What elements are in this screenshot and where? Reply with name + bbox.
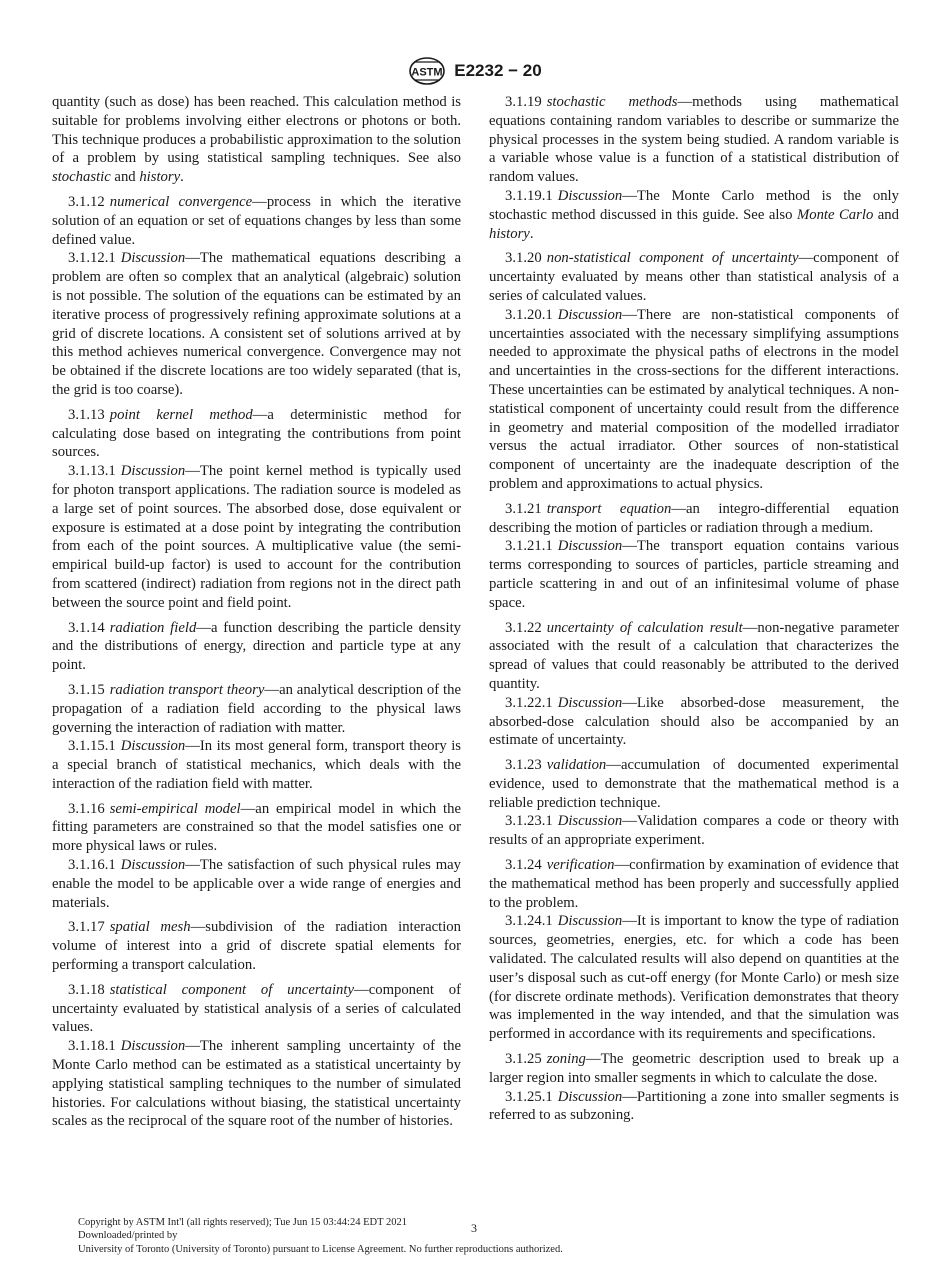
section-number: 3.1.21.1	[505, 538, 553, 555]
section-number: 3.1.14	[68, 619, 105, 636]
definition-text: —There are non-statistical components of uncertainties associated with the necessary simplifying assumptions needed to approximate the physical paths of electrons in the model and uncertainties in the cross-sections for the different interactions. These uncertainties can be estimated by analytical techniques. A non-statistical component of uncertainty could result from the difference in geometry and material composition of the modelled irradiator versus the actual irradiator. Other sources of non-statistical component of uncertainty are the inadequate description of the problem and approximations to actual physics.	[489, 306, 899, 492]
defined-term: Discussion	[557, 187, 623, 204]
section-number: 3.1.12.1	[68, 250, 116, 267]
definition-paragraph	[52, 856, 461, 912]
definition-text: quantity (such as dose) has been reached. This calculation method is suitable for problems involving either electrons or photons or both. This technique produces a probabilistic approximation to the solution of a problem by using statistical sampling techniques. See also	[52, 94, 461, 167]
definition-text: —The point kernel method is typically used for photon transport applications. The radiation source is modeled as a large set of point sources. The absorbed dose, dose equivalent or exposure is estimated at a dose point by integrating the contribution from each of the point sources. A multiplicative value (the semi-empirical build-up factor) is used to account for the contribution from scattered (indirect) radiation from regions not in the direct path between the source point and field point.	[52, 463, 461, 611]
definition-text: —Like absorbed-dose measurement, the absorbed-dose calculation should also be accompanied by an estimate of uncertainty.	[489, 694, 899, 749]
cross-reference-term: history	[139, 169, 181, 186]
defined-term: uncertainty of calculation result	[546, 619, 743, 636]
copyright-footer	[78, 1216, 563, 1256]
definition-text: —The geometric description used to break up a larger region into smaller segments in which to calculate the dose.	[489, 1051, 899, 1086]
definition-paragraph	[52, 619, 461, 675]
definition-text: —component of uncertainty evaluated by means other than statistical analysis of a series of calculated values.	[489, 250, 899, 304]
section-number: 3.1.21	[505, 500, 542, 517]
section-number: 3.1.18.1	[68, 1038, 116, 1055]
definition-text: —In its most general form, transport theory is a special branch of statistical mechanics, which deals with the interaction of the radiation field with matter.	[52, 738, 461, 792]
definition-paragraph	[52, 681, 461, 737]
defined-term: Discussion	[120, 857, 186, 874]
defined-term: Discussion	[557, 813, 623, 830]
definition-paragraph	[489, 1088, 899, 1126]
section-number: 3.1.25.1	[505, 1088, 553, 1105]
section-number: 3.1.22.1	[505, 694, 553, 711]
defined-term: verification	[546, 857, 615, 874]
astm-logo-text: ASTM	[411, 66, 443, 79]
definition-paragraph	[489, 619, 899, 694]
defined-term: transport equation	[546, 500, 672, 517]
definition-text: —a function describing the particle density and the distributions of energy, direction and particle type at any point.	[52, 619, 461, 674]
definition-paragraph	[489, 93, 899, 187]
definition-paragraph	[489, 812, 899, 850]
section-number: 3.1.12	[68, 193, 105, 210]
defined-term: Discussion	[557, 913, 623, 930]
definition-paragraph	[52, 1037, 461, 1131]
definition-paragraph	[52, 406, 461, 462]
section-number: 3.1.17	[68, 919, 105, 936]
section-number: 3.1.22	[505, 619, 542, 636]
defined-term: spatial mesh	[109, 919, 191, 936]
section-number: 3.1.15	[68, 681, 105, 698]
definition-paragraph	[52, 737, 461, 793]
definition-text: —accumulation of documented experimental evidence, used to demonstrate that the mathematical method is a reliable prediction technique.	[489, 757, 899, 811]
defined-term: Discussion	[557, 538, 623, 555]
definition-paragraph	[52, 249, 461, 399]
defined-term: radiation transport theory	[109, 681, 265, 698]
document-designation: E2232 − 20	[454, 61, 542, 80]
defined-term: zoning	[546, 1051, 586, 1068]
definition-text: —an integro-differential equation describing the motion of particles or radiation through a medium.	[489, 500, 899, 536]
definition-text: —an analytical description of the propagation of a radiation field according to the physical laws governing the interaction of radiation with matter.	[52, 681, 461, 736]
defined-term: non-statistical component of uncertainty	[546, 250, 799, 267]
definition-text: —It is important to know the type of radiation sources, geometries, energies, etc. for which a code has been validated. The calculated results will also depend on quantities at the user’s disposal such as cut-off energy (for Monte Carlo) or mesh size (for discrete ordinate methods). Verification demonstrates that theory was implemented in the way intended, and that the simulation was performed in accordance with its requirements and specifications.	[489, 913, 899, 1043]
defined-term: point kernel method	[109, 406, 253, 423]
definition-paragraph	[489, 500, 899, 538]
definition-text: —The mathematical equations describing a problem are often so complex that an analytical (algebraic) solution is not possible. The solution of the equations can be estimated by an iterative process of progressively refining approximate solutions at a grid of discrete locations. A consistent set of solutions arrived at by this method achieves numerical convergence. Convergence may not be obtained if the discrete locations are too widely separated (that is, the grid is too coarse).	[52, 250, 461, 398]
definition-paragraph	[489, 187, 899, 243]
defined-term: Discussion	[120, 250, 186, 267]
left-column	[52, 93, 461, 1131]
definition-text: —The satisfaction of such physical rules may enable the model to be applicable over a wide range of energies and materials.	[52, 857, 461, 911]
definition-text: —Validation compares a code or theory with results of an appropriate experiment.	[489, 813, 899, 849]
section-number: 3.1.16	[68, 800, 105, 817]
defined-term: Discussion	[557, 306, 623, 323]
definition-text: —non-negative parameter associated with the result of a calculation that characterizes the spread of values that could reasonably be attributed to the derived quantity.	[489, 619, 899, 692]
connector-text: and	[873, 206, 899, 223]
definition-text: —subdivision of the radiation interaction volume of interest into a grid of discrete spatial elements for performing a transport calculation.	[52, 919, 461, 974]
page-number: 3	[471, 1221, 477, 1235]
defined-term: statistical component of uncertainty	[109, 981, 355, 998]
definition-text: —The inherent sampling uncertainty of the Monte Carlo method can be estimated as a statistical uncertainty by applying statistical sampling techniques to the number of simulated histories. For calculations without biasing, the statistical uncertainty scales as the reciprocal of the square root of the number of histories.	[52, 1038, 461, 1130]
definition-paragraph	[489, 1050, 899, 1088]
astm-logo-icon	[408, 56, 446, 86]
defined-term: Discussion	[557, 694, 623, 711]
definition-paragraph	[489, 249, 899, 305]
cross-reference-term: stochastic	[52, 169, 111, 186]
sentence-end: .	[529, 225, 534, 242]
defined-term: semi-empirical model	[109, 800, 241, 817]
downloaded-line: Downloaded/printed by	[78, 1230, 178, 1242]
paragraph-continued	[52, 93, 461, 187]
definition-text: —Partitioning a zone into smaller segments is referred to as subzoning.	[489, 1088, 899, 1124]
definition-paragraph	[489, 537, 899, 612]
definition-paragraph	[52, 918, 461, 974]
definition-paragraph	[489, 756, 899, 812]
cross-reference-term: Monte Carlo	[797, 206, 874, 223]
section-number: 3.1.18	[68, 981, 105, 998]
connector-text: and	[110, 169, 140, 186]
definition-text: —an empirical model in which the fitting parameters are constrained so that the model satisfies one or more physical laws or rules.	[52, 800, 462, 855]
right-column	[489, 93, 899, 1125]
section-number: 3.1.23.1	[505, 813, 553, 830]
defined-term: Discussion	[120, 463, 186, 480]
definition-text: —component of uncertainty evaluated by statistical analysis of a series of calculated values.	[52, 981, 462, 1036]
definition-text: —The Monte Carlo method is the only stochastic method discussed in this guide. See also	[489, 187, 899, 223]
definition-paragraph	[52, 193, 461, 249]
definition-text: —The transport equation contains various terms corresponding to sources of particles, particle streaming and particle scattering in and out of an infinitesimal volume of phase space.	[489, 538, 899, 611]
sentence-end: .	[180, 169, 184, 186]
definition-paragraph	[489, 694, 899, 750]
definition-text: —confirmation by examination of evidence that the mathematical method has been properly and successfully applied to the problem.	[489, 857, 899, 911]
section-number: 3.1.13.1	[68, 463, 116, 480]
section-number: 3.1.25	[505, 1051, 542, 1068]
section-number: 3.1.24	[505, 857, 542, 874]
defined-term: Discussion	[120, 1038, 186, 1055]
definition-paragraph	[489, 912, 899, 1044]
section-number: 3.1.15.1	[68, 738, 116, 755]
section-number: 3.1.19	[505, 94, 542, 110]
section-number: 3.1.19.1	[505, 187, 553, 204]
section-number: 3.1.24.1	[505, 913, 553, 930]
definition-text: —methods using mathematical equations containing random variables to describe or summarize the physical processes in the system being studied. A random variable is a variable whose value is a function of a statistical distribution of random values.	[489, 94, 899, 186]
defined-term: Discussion	[557, 1088, 623, 1105]
section-number: 3.1.20.1	[505, 306, 553, 323]
section-number: 3.1.16.1	[68, 857, 116, 874]
defined-term: radiation field	[109, 619, 197, 636]
defined-term: numerical convergence	[109, 193, 253, 210]
definition-paragraph	[52, 800, 461, 856]
copyright-line: Copyright by ASTM Int'l (all rights reserved); Tue Jun 15 03:44:24 EDT 2021	[78, 1217, 407, 1228]
definition-paragraph	[52, 462, 461, 612]
definition-paragraph	[489, 306, 899, 494]
section-number: 3.1.23	[505, 757, 542, 774]
definition-text: —a deterministic method for calculating dose based on integrating the contributions from point sources.	[52, 406, 461, 461]
definition-paragraph	[52, 981, 461, 1037]
license-line: University of Toronto (University of Toronto) pursuant to License Agreement. No further reproductions authorized.	[78, 1243, 563, 1255]
section-number: 3.1.20	[505, 250, 542, 267]
defined-term: validation	[546, 757, 607, 774]
page-header	[0, 56, 950, 86]
definition-text: —process in which the iterative solution of an equation or set of equations changes by less than some defined value.	[52, 193, 461, 248]
definition-paragraph	[489, 856, 899, 912]
defined-term: stochastic methods	[546, 94, 678, 110]
defined-term: Discussion	[120, 738, 186, 755]
cross-reference-term: history	[489, 225, 530, 242]
section-number: 3.1.13	[68, 406, 105, 423]
